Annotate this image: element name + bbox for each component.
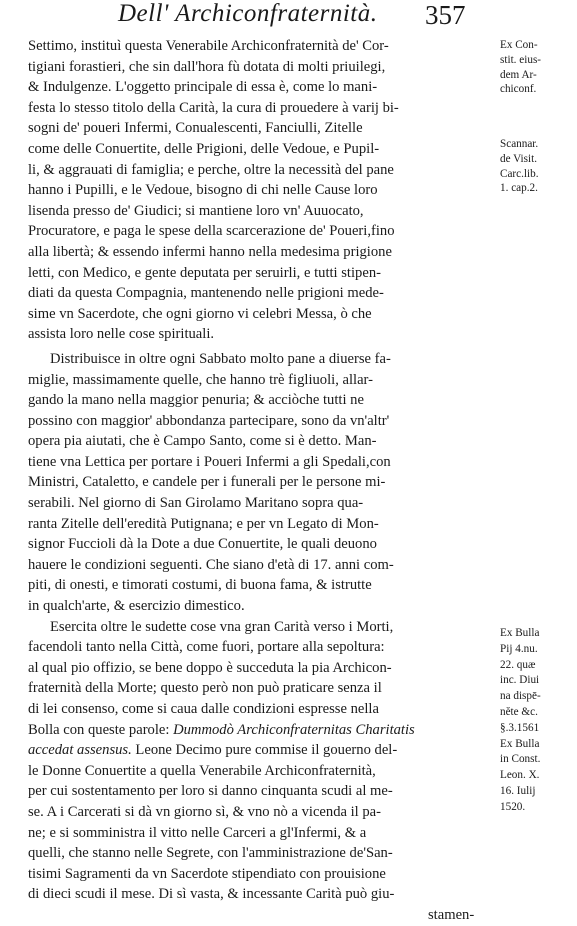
catchword: stamen- bbox=[428, 906, 475, 923]
text-line: opera pia aiutati, che è Campo Santo, come si è detto. Man- bbox=[28, 433, 377, 450]
page-number: 357 bbox=[425, 0, 466, 30]
text-line: assista loro nelle cose spirituali. bbox=[28, 326, 215, 343]
text-line: piti, di onesti, e timorati costumi, di buona fama, & istrutte bbox=[28, 577, 372, 594]
margin-note-line: §.3.1561 bbox=[500, 721, 540, 734]
text-line: lisenda presso de' Giudici; si mantiene loro vn' Auuocato, bbox=[28, 202, 364, 219]
text-line-mixed bbox=[28, 720, 490, 741]
text-line: Esercita oltre le sudette cose vna gran Carità verso i Morti, bbox=[50, 618, 394, 635]
margin-note bbox=[500, 137, 576, 196]
text-line: come delle Conuertite, delle Prigioni, delle Vedoue, e Pupil- bbox=[28, 140, 380, 157]
text-span: Leone Decimo pure commise il gouerno del- bbox=[135, 742, 398, 759]
margin-note-line: in Const. bbox=[500, 753, 541, 766]
text-line: sime vn Sacerdote, che ogni giorno vi celebri Messa, ò che bbox=[28, 305, 372, 322]
margin-note-line: Pij 4.nu. bbox=[500, 642, 538, 655]
margin-note-line: nĕte &c. bbox=[500, 705, 538, 718]
text-line: possino con maggior' abbondanza partecipare, sono da vn'altr' bbox=[28, 412, 390, 429]
text-line: serabili. Nel giorno di San Girolamo Maritano sopra qua- bbox=[28, 495, 364, 512]
text-line: quelli, che stanno nelle Segrete, con l'amministrazione de'San- bbox=[28, 845, 393, 862]
text-span: Bolla con queste parole: bbox=[28, 721, 170, 738]
text-line: sogni de' poueri Infermi, Conualescenti, Fanciulli, Zitelle bbox=[28, 120, 363, 137]
margin-note-line: chiconf. bbox=[500, 83, 537, 96]
text-line: & Indulgenze. L'oggetto principale di essa è, come lo mani- bbox=[28, 79, 378, 96]
text-line: diati da questa Compagnia, mantenendo nelle prigioni mede- bbox=[28, 285, 384, 302]
margin-note-line: Ex Con- bbox=[500, 39, 538, 51]
bull-quote-italic: accedat assensus. bbox=[28, 742, 132, 759]
text-line: festa lo stesso titolo della Carità, la cura di prouedere à varij bi- bbox=[28, 99, 399, 116]
text-line: se. A i Carcerati si dà vn giorno sì, & vno nò a vicenda il pa- bbox=[28, 803, 382, 820]
margin-note-line: 16. Iulij bbox=[500, 784, 536, 797]
margin-note-line: dem Ar- bbox=[500, 68, 537, 81]
body-text bbox=[28, 36, 490, 926]
text-line: miglie, massimamente quelle, che hanno trè figliuoli, allar- bbox=[28, 371, 373, 388]
text-line: di lei consenso, come si caua dalle condizioni espresse nella bbox=[28, 701, 379, 717]
text-line: in qualch'arte, & esercizio dimestico. bbox=[28, 598, 245, 615]
margin-note-line: de Visit. bbox=[500, 152, 538, 165]
text-line: ne; e si somministra il vitto nelle Carceri a gl'Infermi, & a bbox=[28, 824, 367, 841]
text-line: hanno i Pupilli, e le Vedoue, bisogno di chi nelle Cause loro bbox=[28, 182, 378, 199]
margin-note-line: Leon. X. bbox=[500, 769, 540, 782]
text-line: gando la mano nella maggior penuria; & acciòche tutti ne bbox=[28, 392, 364, 409]
text-line: le Donne Conuertite a quella Venerabile Archiconfraternità, bbox=[28, 762, 376, 779]
margin-note-line: inc. Diui bbox=[500, 674, 540, 687]
text-line: Distribuisce in oltre ogni Sabbato molto pane a diuerse fa- bbox=[50, 350, 391, 367]
text-line: tisimi Sagramenti da vn Sacerdote stipendiato con prouisione bbox=[28, 865, 386, 882]
text-line: hauere le condizioni seguenti. Che siano d'età di 17. anni com- bbox=[28, 556, 394, 573]
text-line-mixed bbox=[28, 740, 490, 761]
running-header-title: Dell' Archiconfraternità. bbox=[118, 0, 378, 27]
text-line: facendoli tanto nella Città, come fuori, portare alla sepoltura: bbox=[28, 639, 385, 656]
margin-note-line: stit. eius- bbox=[500, 53, 542, 66]
margin-note-line: 1520. bbox=[500, 800, 526, 813]
text-line: Ministri, Cataletto, e candele per i funerali per le persone mi- bbox=[28, 474, 386, 491]
text-line: di dieci scudi il mese. Di sì vasta, & incessante Carità può giu- bbox=[28, 886, 395, 903]
margin-note bbox=[500, 38, 576, 97]
text-line: Settimo, instituì questa Venerabile Archiconfraternità de' Cor- bbox=[28, 38, 389, 54]
text-line: alla libertà; & essendo infermi hanno nella medesima prigione bbox=[28, 243, 392, 260]
text-line: Procuratore, e paga le spese della scarcerazione de' Poueri,fino bbox=[28, 223, 395, 240]
margin-note bbox=[500, 626, 576, 816]
text-line: fraternità della Morte; questo però non può praticare senza il bbox=[28, 680, 382, 697]
margin-note-line: Ex Bulla bbox=[500, 737, 540, 750]
text-line: ranta Zitelle dell'eredità Putignana; e per vn Legato di Mon- bbox=[28, 515, 379, 532]
text-line: li, & aggrauati di famiglia; e perche, oltre la necessità del pane bbox=[28, 161, 394, 178]
text-line: letti, con Medico, e gente deputata per seruirli, e tutti stipen- bbox=[28, 264, 381, 281]
margin-note-line: 22. quæ bbox=[500, 658, 536, 671]
margin-note-line: Scannar. bbox=[500, 138, 539, 150]
margin-note-line: na dispē- bbox=[500, 690, 541, 703]
bull-quote-italic: Dummodò Archiconfraternitas Charitatis bbox=[173, 721, 415, 738]
text-line: tigiani forastieri, che sin dall'hora fù dotata di molti priuilegi, bbox=[28, 58, 386, 75]
margin-note-line: 1. cap.2. bbox=[500, 182, 538, 195]
text-line: per cui sostentamento per loro si danno cinquanta scudi al me- bbox=[28, 783, 393, 800]
text-line: tiene vna Lettica per portare i Poueri Infermi a gli Spedali,con bbox=[28, 453, 391, 470]
margin-note-line: Ex Bulla bbox=[500, 627, 540, 639]
text-line: signor Fuccioli dà la Dote a due Conuertite, le quali deuono bbox=[28, 536, 377, 553]
text-line: al qual pio offizio, se bene doppo è succeduta la pia Archicon- bbox=[28, 659, 392, 676]
margin-note-line: Carc.lib. bbox=[500, 167, 539, 180]
